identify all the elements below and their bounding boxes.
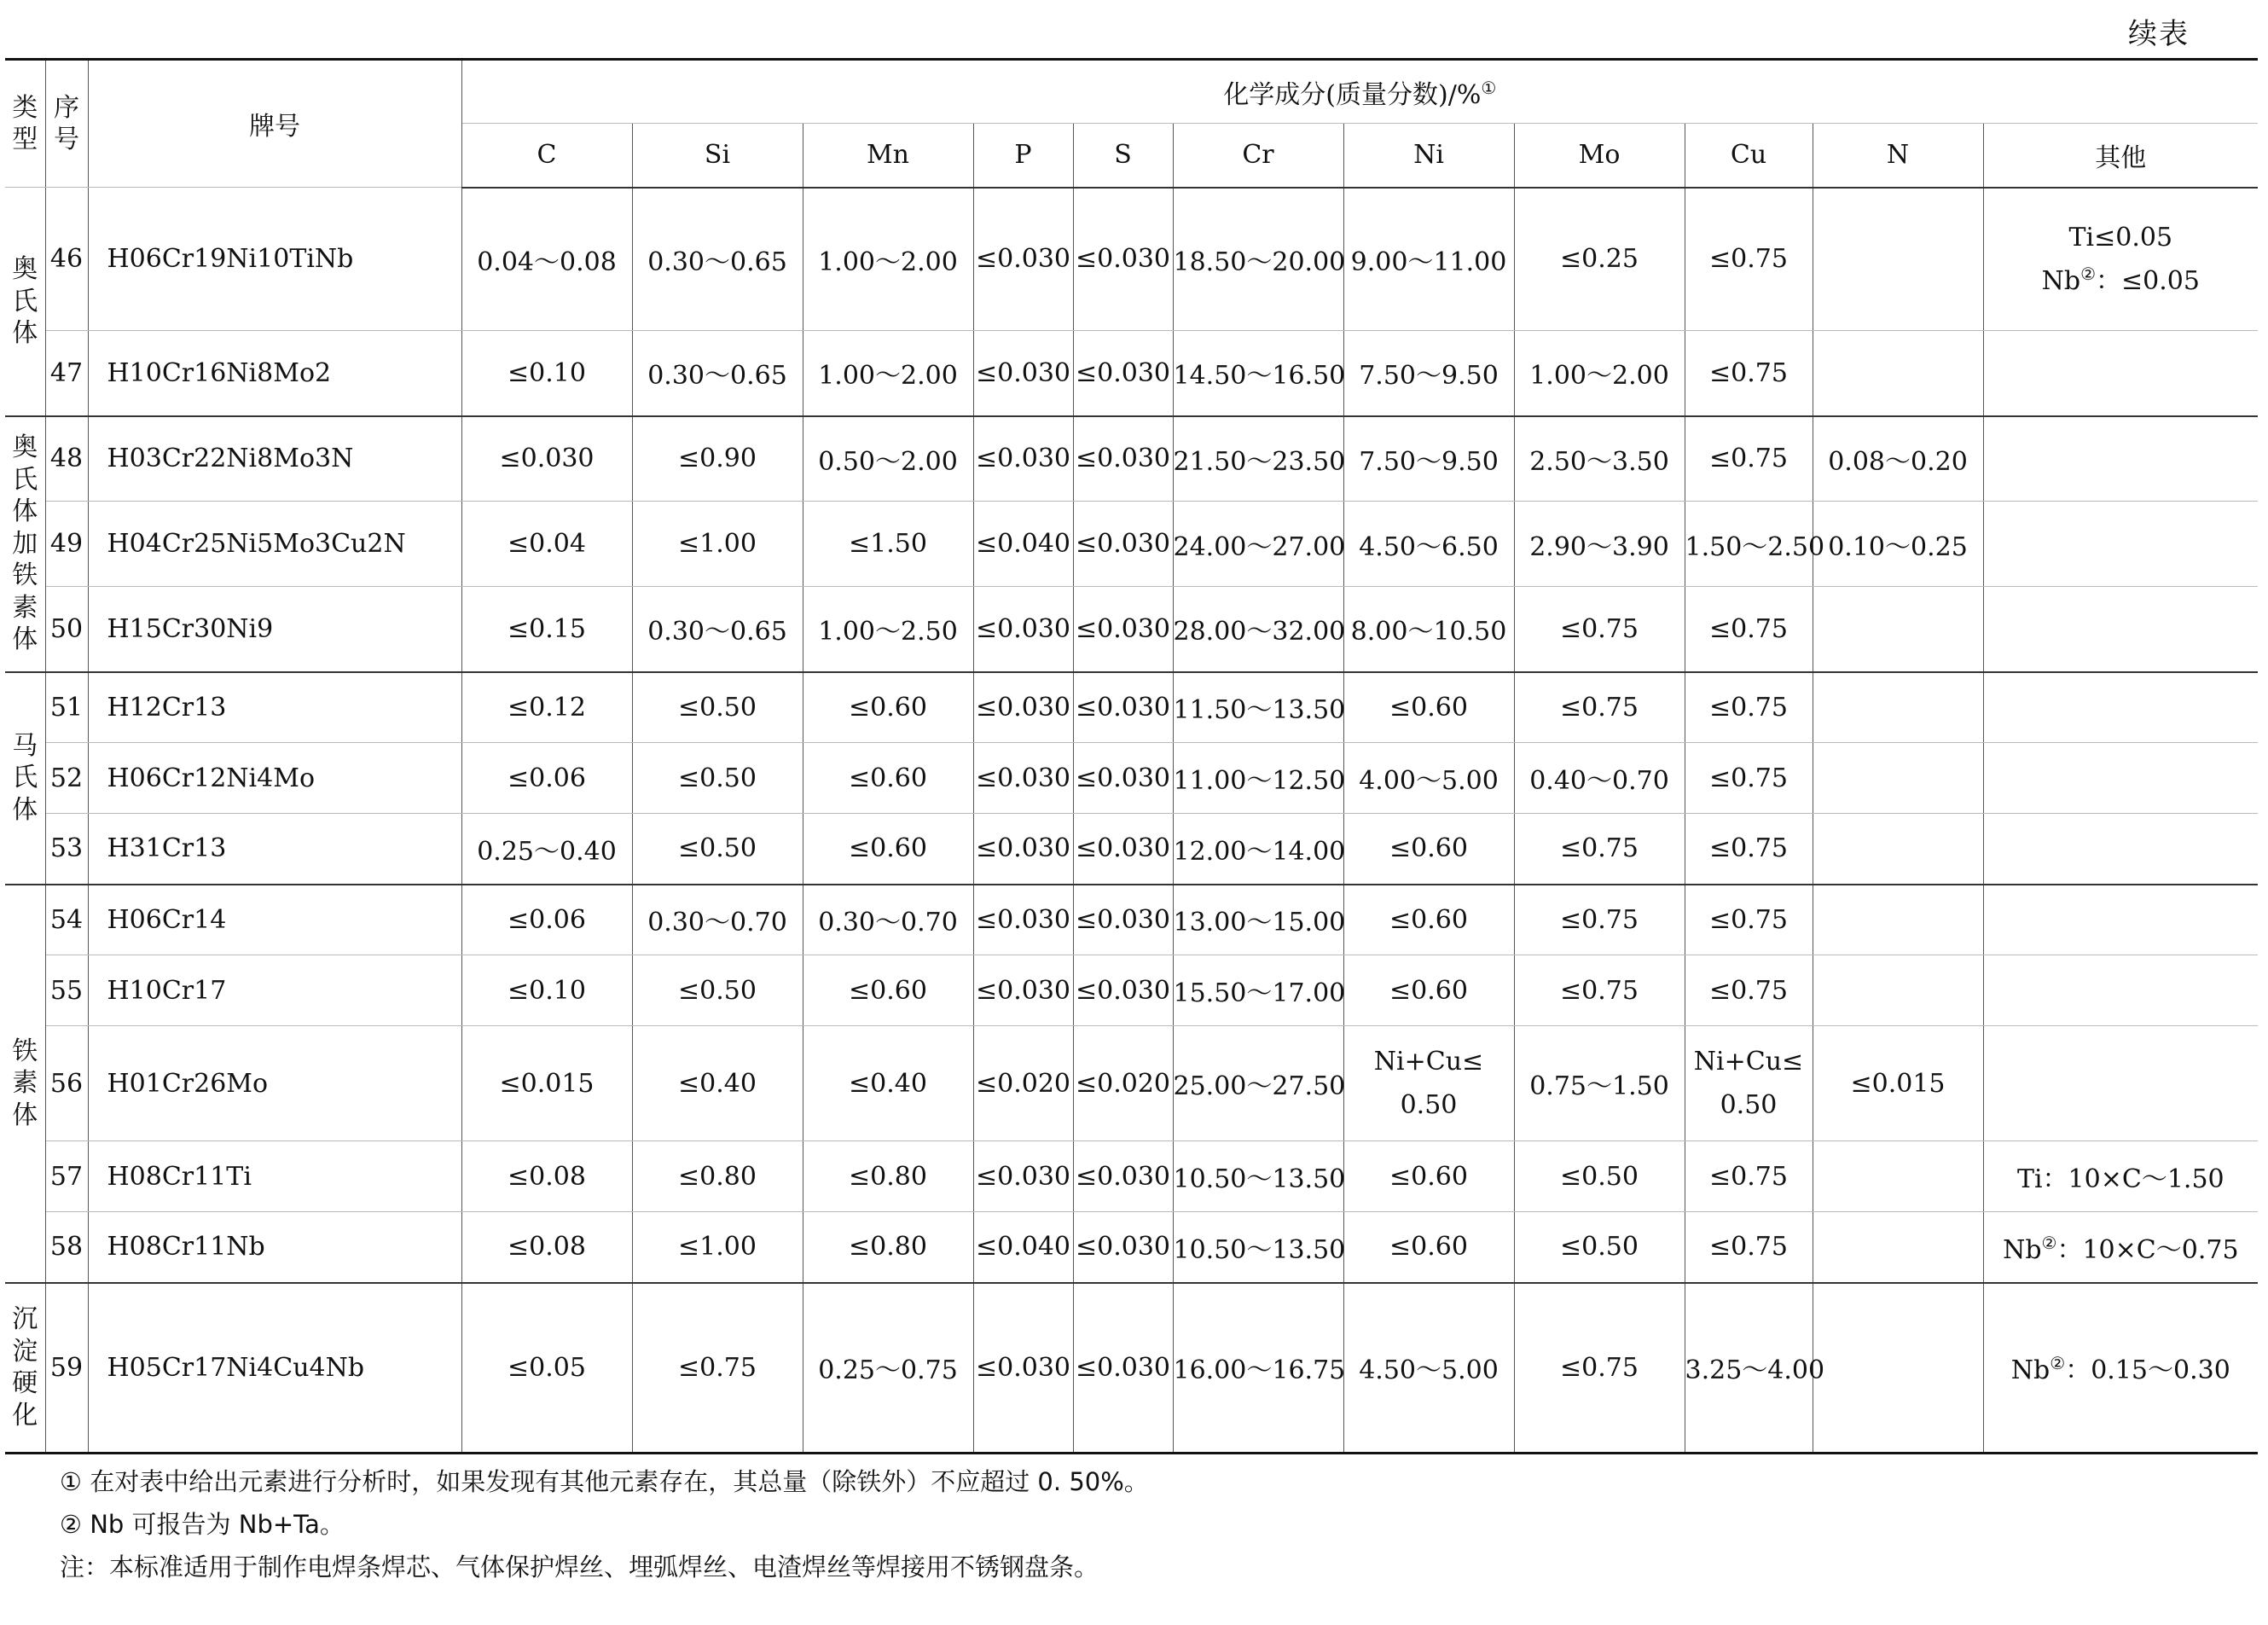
si-cell: ≤1.00 <box>632 502 803 587</box>
grade-cell: H15Cr30Ni9 <box>88 587 461 672</box>
c-cell: ≤0.10 <box>461 331 632 416</box>
seq-cell: 51 <box>45 672 88 743</box>
p-cell: ≤0.020 <box>973 1026 1073 1141</box>
p-cell: ≤0.030 <box>973 885 1073 955</box>
n-cell <box>1813 587 1983 672</box>
mo-cell: ≤0.75 <box>1514 814 1685 885</box>
other-cell <box>1983 331 2258 416</box>
other-cell <box>1983 955 2258 1026</box>
mo-cell: 0.40～0.70 <box>1514 743 1685 814</box>
seq-cell: 54 <box>45 885 88 955</box>
si-cell: ≤0.50 <box>632 955 803 1026</box>
p-cell: ≤0.030 <box>973 1141 1073 1212</box>
type-header-char-1: 类 <box>12 92 38 123</box>
s-cell: ≤0.030 <box>1073 331 1173 416</box>
n-cell <box>1813 331 1983 416</box>
n-cell <box>1813 1141 1983 1212</box>
col-header-mn: Mn <box>803 124 973 188</box>
cr-cell: 25.00～27.50 <box>1173 1026 1343 1141</box>
cr-cell: 21.50～23.50 <box>1173 416 1343 502</box>
seq-header <box>45 60 88 188</box>
si-cell: ≤0.50 <box>632 672 803 743</box>
mo-cell: ≤0.75 <box>1514 672 1685 743</box>
type-cell-char: 化 <box>12 1400 38 1431</box>
type-header-char-2: 型 <box>12 125 38 154</box>
p-cell: ≤0.030 <box>973 672 1073 743</box>
table-row <box>5 672 2258 743</box>
mn-cell: 0.25～0.75 <box>803 1283 973 1454</box>
col-header-n: N <box>1813 124 1983 188</box>
ni-cell: 4.50～6.50 <box>1343 502 1514 587</box>
s-cell: ≤0.030 <box>1073 188 1173 331</box>
other-line-1: Ti≤0.05 <box>2068 222 2173 252</box>
grade-cell: H04Cr25Ni5Mo3Cu2N <box>88 502 461 587</box>
cu-cell: ≤0.75 <box>1685 1141 1813 1212</box>
mo-cell: ≤0.75 <box>1514 1283 1685 1454</box>
other-cell <box>1983 1283 2258 1454</box>
cr-cell: 15.50～17.00 <box>1173 955 1343 1026</box>
n-cell: 0.10～0.25 <box>1813 502 1983 587</box>
s-cell: ≤0.030 <box>1073 955 1173 1026</box>
other-value: ：0.15～0.30 <box>2065 1355 2230 1386</box>
mn-cell: 0.30～0.70 <box>803 885 973 955</box>
seq-cell: 52 <box>45 743 88 814</box>
table-row <box>5 885 2258 955</box>
cr-cell: 10.50～13.50 <box>1173 1212 1343 1283</box>
grade-cell: H03Cr22Ni8Mo3N <box>88 416 461 502</box>
s-cell: ≤0.030 <box>1073 1283 1173 1454</box>
grade-cell: H08Cr11Ti <box>88 1141 461 1212</box>
si-cell: ≤0.90 <box>632 416 803 502</box>
cr-cell: 11.00～12.50 <box>1173 743 1343 814</box>
seq-header-char-1: 序 <box>54 92 79 123</box>
c-cell: ≤0.015 <box>461 1026 632 1141</box>
other-cell <box>1983 587 2258 672</box>
type-cell-char: 氏 <box>12 286 38 316</box>
footnote-2: ② Nb 可报告为 Nb+Ta。 <box>60 1510 345 1539</box>
cu-cell: ≤0.75 <box>1685 1212 1813 1283</box>
seq-cell: 56 <box>45 1026 88 1141</box>
mo-cell: ≤0.25 <box>1514 188 1685 331</box>
composition-note-mark: ① <box>1481 77 1497 98</box>
n-cell <box>1813 955 1983 1026</box>
seq-cell: 48 <box>45 416 88 502</box>
c-cell: ≤0.06 <box>461 743 632 814</box>
seq-cell: 55 <box>45 955 88 1026</box>
composition-header <box>461 60 2258 124</box>
c-cell: 0.04～0.08 <box>461 188 632 331</box>
col-header-si: Si <box>632 124 803 188</box>
type-cell-char: 奥 <box>12 432 38 463</box>
type-cell-char: 奥 <box>12 254 38 284</box>
type-cell-char: 氏 <box>12 763 38 793</box>
n-cell <box>1813 1283 1983 1454</box>
grade-cell: H06Cr19Ni10TiNb <box>88 188 461 331</box>
mo-cell: 0.75～1.50 <box>1514 1026 1685 1141</box>
grade-cell: H01Cr26Mo <box>88 1026 461 1141</box>
cu-cell: ≤0.75 <box>1685 416 1813 502</box>
other-line-2 <box>1984 259 2259 303</box>
cr-cell: 18.50～20.00 <box>1173 188 1343 331</box>
n-cell <box>1813 743 1983 814</box>
cr-cell: 28.00～32.00 <box>1173 587 1343 672</box>
c-cell: ≤0.05 <box>461 1283 632 1454</box>
table-row <box>5 1026 2258 1141</box>
type-cell <box>5 672 45 885</box>
type-cell-char: 铁 <box>12 1036 38 1066</box>
p-cell: ≤0.030 <box>973 188 1073 331</box>
col-header-ni: Ni <box>1343 124 1514 188</box>
ni-cell: 7.50～9.50 <box>1343 416 1514 502</box>
type-cell-char: 素 <box>12 592 38 623</box>
si-cell: ≤0.80 <box>632 1141 803 1212</box>
mn-cell: 1.00～2.50 <box>803 587 973 672</box>
c-cell: ≤0.030 <box>461 416 632 502</box>
n-cell <box>1813 188 1983 331</box>
type-cell-char: 体 <box>12 1100 38 1130</box>
mn-cell: 1.00～2.00 <box>803 188 973 331</box>
c-cell: ≤0.08 <box>461 1141 632 1212</box>
p-cell: ≤0.030 <box>973 1283 1073 1454</box>
col-header-p: P <box>973 124 1073 188</box>
table-row <box>5 814 2258 885</box>
cr-cell: 16.00～16.75 <box>1173 1283 1343 1454</box>
ni-cell: ≤0.60 <box>1343 885 1514 955</box>
c-cell: ≤0.10 <box>461 955 632 1026</box>
type-cell-char: 体 <box>12 794 38 825</box>
type-cell <box>5 1283 45 1454</box>
type-cell-char: 氏 <box>12 464 38 495</box>
seq-cell: 59 <box>45 1283 88 1454</box>
other-cell <box>1983 502 2258 587</box>
type-cell-char: 沉 <box>12 1304 38 1335</box>
type-cell-char: 体 <box>12 624 38 655</box>
ni-cell <box>1343 1026 1514 1141</box>
general-note: 注：本标准适用于制作电焊条焊芯、气体保护焊丝、埋弧焊丝、电渣焊丝等焊接用不锈钢盘条。 <box>60 1552 1099 1581</box>
p-cell: ≤0.030 <box>973 743 1073 814</box>
c-cell: ≤0.15 <box>461 587 632 672</box>
cu-cell: ≤0.75 <box>1685 885 1813 955</box>
n-cell <box>1813 814 1983 885</box>
composition-table <box>5 58 2258 1454</box>
cu-cell: 1.50～2.50 <box>1685 502 1813 587</box>
p-cell: ≤0.030 <box>973 331 1073 416</box>
other-cell <box>1983 1212 2258 1283</box>
grade-header: 牌号 <box>88 60 461 188</box>
mn-cell: ≤0.40 <box>803 1026 973 1141</box>
other-cell <box>1983 416 2258 502</box>
n-cell: 0.08～0.20 <box>1813 416 1983 502</box>
s-cell: ≤0.030 <box>1073 885 1173 955</box>
ni-line-2: 0.50 <box>1400 1090 1458 1120</box>
mo-cell: ≤0.50 <box>1514 1141 1685 1212</box>
composition-header-text: 化学成分(质量分数)/% <box>1223 79 1482 110</box>
table-row <box>5 1283 2258 1454</box>
si-cell: ≤0.50 <box>632 814 803 885</box>
si-cell: 0.30～0.70 <box>632 885 803 955</box>
cu-line-2: 0.50 <box>1720 1090 1778 1120</box>
p-cell: ≤0.030 <box>973 955 1073 1026</box>
cr-cell: 14.50～16.50 <box>1173 331 1343 416</box>
table-row <box>5 416 2258 502</box>
c-cell: ≤0.08 <box>461 1212 632 1283</box>
cu-cell: ≤0.75 <box>1685 743 1813 814</box>
col-header-other: 其他 <box>1983 124 2258 188</box>
s-cell: ≤0.030 <box>1073 1212 1173 1283</box>
seq-cell: 47 <box>45 331 88 416</box>
other-cell <box>1983 672 2258 743</box>
ni-cell: ≤0.60 <box>1343 672 1514 743</box>
mn-cell: ≤0.80 <box>803 1212 973 1283</box>
mo-cell: ≤0.75 <box>1514 955 1685 1026</box>
seq-cell: 50 <box>45 587 88 672</box>
grade-cell: H10Cr17 <box>88 955 461 1026</box>
cr-cell: 12.00～14.00 <box>1173 814 1343 885</box>
cu-cell: ≤0.75 <box>1685 587 1813 672</box>
mo-cell: 1.00～2.00 <box>1514 331 1685 416</box>
table-row <box>5 1212 2258 1283</box>
seq-cell: 58 <box>45 1212 88 1283</box>
c-cell: ≤0.04 <box>461 502 632 587</box>
other-cell <box>1983 814 2258 885</box>
mn-cell: ≤1.50 <box>803 502 973 587</box>
grade-cell: H31Cr13 <box>88 814 461 885</box>
cr-cell: 11.50～13.50 <box>1173 672 1343 743</box>
cu-cell: ≤0.75 <box>1685 331 1813 416</box>
ni-cell: 4.50～5.00 <box>1343 1283 1514 1454</box>
continued-label: 续表 <box>2128 17 2190 51</box>
type-cell-char: 淀 <box>12 1336 38 1367</box>
p-cell: ≤0.040 <box>973 502 1073 587</box>
p-cell: ≤0.030 <box>973 416 1073 502</box>
table-row <box>5 502 2258 587</box>
c-cell: 0.25～0.40 <box>461 814 632 885</box>
type-header <box>5 60 45 188</box>
cu-line-1: Ni+Cu≤ <box>1693 1047 1804 1077</box>
col-header-cr: Cr <box>1173 124 1343 188</box>
si-cell: ≤0.75 <box>632 1283 803 1454</box>
mn-cell: 1.00～2.00 <box>803 331 973 416</box>
cu-cell: ≤0.75 <box>1685 672 1813 743</box>
si-cell: ≤0.50 <box>632 743 803 814</box>
p-cell: ≤0.030 <box>973 814 1073 885</box>
cu-cell: ≤0.75 <box>1685 955 1813 1026</box>
ni-cell: ≤0.60 <box>1343 814 1514 885</box>
header-row-1 <box>5 60 2258 124</box>
type-cell <box>5 188 45 416</box>
type-cell-char: 体 <box>12 318 38 348</box>
table-row <box>5 1141 2258 1212</box>
type-cell <box>5 885 45 1283</box>
n-cell <box>1813 1212 1983 1283</box>
cr-cell: 24.00～27.00 <box>1173 502 1343 587</box>
type-cell <box>5 416 45 672</box>
table-row <box>5 955 2258 1026</box>
cu-cell: ≤0.75 <box>1685 814 1813 885</box>
seq-cell: 46 <box>45 188 88 331</box>
mn-cell: ≤0.80 <box>803 1141 973 1212</box>
n-cell <box>1813 672 1983 743</box>
grade-cell: H12Cr13 <box>88 672 461 743</box>
mo-cell: 2.50～3.50 <box>1514 416 1685 502</box>
s-cell: ≤0.030 <box>1073 416 1173 502</box>
p-cell: ≤0.030 <box>973 587 1073 672</box>
s-cell: ≤0.030 <box>1073 743 1173 814</box>
mn-cell: ≤0.60 <box>803 672 973 743</box>
grade-cell: H10Cr16Ni8Mo2 <box>88 331 461 416</box>
ni-cell: 8.00～10.50 <box>1343 587 1514 672</box>
table-row <box>5 743 2258 814</box>
seq-cell: 57 <box>45 1141 88 1212</box>
col-header-mo: Mo <box>1514 124 1685 188</box>
grade-cell: H06Cr14 <box>88 885 461 955</box>
cu-cell: 3.25～4.00 <box>1685 1283 1813 1454</box>
other-value: ：≤0.05 <box>2096 265 2200 296</box>
p-cell: ≤0.040 <box>973 1212 1073 1283</box>
col-header-c: C <box>461 124 632 188</box>
type-cell-char: 马 <box>12 730 38 761</box>
cu-cell: ≤0.75 <box>1685 188 1813 331</box>
s-cell: ≤0.030 <box>1073 1141 1173 1212</box>
note-2-mark: ② <box>2080 263 2097 284</box>
c-cell: ≤0.06 <box>461 885 632 955</box>
other-nb: Nb <box>2041 265 2081 296</box>
ni-cell: ≤0.60 <box>1343 1141 1514 1212</box>
cr-cell: 10.50～13.50 <box>1173 1141 1343 1212</box>
s-cell: ≤0.030 <box>1073 502 1173 587</box>
mo-cell: ≤0.75 <box>1514 587 1685 672</box>
s-cell: ≤0.030 <box>1073 587 1173 672</box>
si-cell: ≤1.00 <box>632 1212 803 1283</box>
s-cell: ≤0.020 <box>1073 1026 1173 1141</box>
ni-cell: ≤0.60 <box>1343 955 1514 1026</box>
ni-cell: 7.50～9.50 <box>1343 331 1514 416</box>
type-cell-char: 素 <box>12 1068 38 1099</box>
mo-cell: 2.90～3.90 <box>1514 502 1685 587</box>
type-cell-char: 加 <box>12 528 38 559</box>
col-header-s: S <box>1073 124 1173 188</box>
c-cell: ≤0.12 <box>461 672 632 743</box>
cu-cell <box>1685 1026 1813 1141</box>
other-cell <box>1983 743 2258 814</box>
note-2-mark: ② <box>2041 1232 2057 1253</box>
note-2-mark: ② <box>2050 1353 2066 1374</box>
cr-cell: 13.00～15.00 <box>1173 885 1343 955</box>
n-cell <box>1813 885 1983 955</box>
seq-cell: 53 <box>45 814 88 885</box>
si-cell: 0.30～0.65 <box>632 331 803 416</box>
other-nb: Nb <box>2010 1355 2050 1386</box>
ni-cell: 9.00～11.00 <box>1343 188 1514 331</box>
ni-cell: 4.00～5.00 <box>1343 743 1514 814</box>
s-cell: ≤0.030 <box>1073 672 1173 743</box>
ni-cell: ≤0.60 <box>1343 1212 1514 1283</box>
grade-cell: H06Cr12Ni4Mo <box>88 743 461 814</box>
seq-cell: 49 <box>45 502 88 587</box>
other-nb: Nb <box>2003 1234 2042 1265</box>
grade-cell: H05Cr17Ni4Cu4Nb <box>88 1283 461 1454</box>
si-cell: 0.30～0.65 <box>632 587 803 672</box>
si-cell: 0.30～0.65 <box>632 188 803 331</box>
other-cell: Ti：10×C～1.50 <box>1983 1141 2258 1212</box>
mn-cell: ≤0.60 <box>803 814 973 885</box>
type-cell-char: 体 <box>12 496 38 527</box>
other-value: ：10×C～0.75 <box>2056 1234 2239 1265</box>
grade-cell: H08Cr11Nb <box>88 1212 461 1283</box>
table-row <box>5 587 2258 672</box>
mn-cell: 0.50～2.00 <box>803 416 973 502</box>
table-row <box>5 331 2258 416</box>
si-cell: ≤0.40 <box>632 1026 803 1141</box>
table-row <box>5 188 2258 331</box>
mn-cell: ≤0.60 <box>803 955 973 1026</box>
s-cell: ≤0.030 <box>1073 814 1173 885</box>
col-header-cu: Cu <box>1685 124 1813 188</box>
ni-line-1: Ni+Cu≤ <box>1373 1047 1484 1077</box>
mo-cell: ≤0.50 <box>1514 1212 1685 1283</box>
mo-cell: ≤0.75 <box>1514 885 1685 955</box>
n-cell: ≤0.015 <box>1813 1026 1983 1141</box>
other-cell <box>1983 885 2258 955</box>
other-cell <box>1983 188 2258 331</box>
seq-header-char-2: 号 <box>54 125 79 154</box>
mn-cell: ≤0.60 <box>803 743 973 814</box>
footnotes <box>60 1460 1149 1588</box>
other-cell <box>1983 1026 2258 1141</box>
footnote-1: ① 在对表中给出元素进行分析时，如果发现有其他元素存在，其总量（除铁外）不应超过 0. 50%。 <box>60 1467 1149 1496</box>
type-cell-char: 硬 <box>12 1368 38 1399</box>
type-cell-char: 铁 <box>12 560 38 591</box>
